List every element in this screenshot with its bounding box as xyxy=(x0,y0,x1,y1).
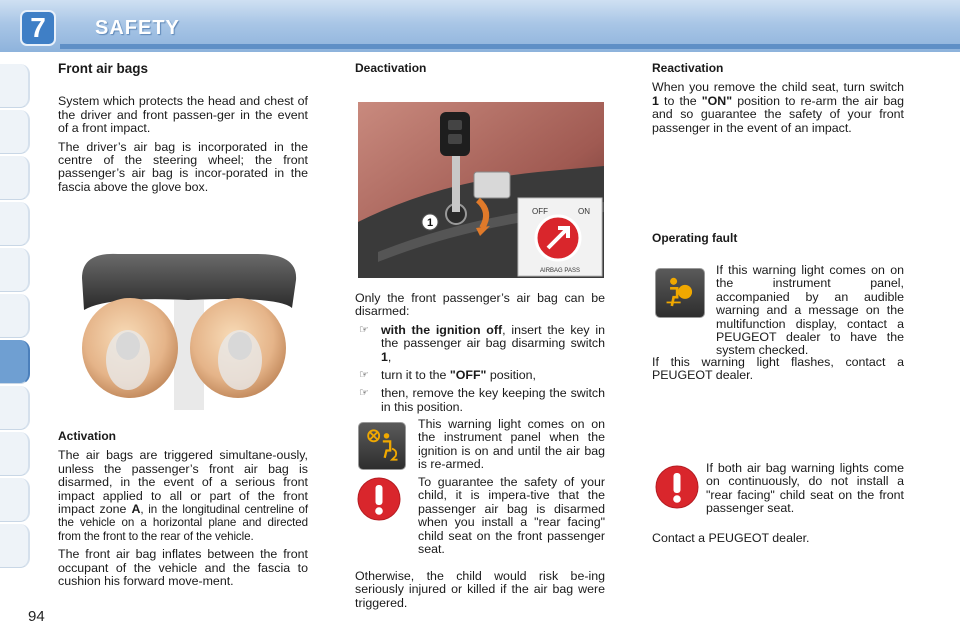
operating-fault-text: If this warning light comes on on the instrument panel, accompanied by an audible warning and a message on the multifunction display, contact a PEUGEOT dealer to have the system checked. xyxy=(716,263,904,358)
pointing-hand-icon: ☞ xyxy=(359,369,369,382)
switch-on-label: ON xyxy=(578,207,590,216)
flashing-light-text: If this warning light flashes, contact a PEUGEOT dealer. xyxy=(652,355,904,383)
step-text: , xyxy=(387,349,392,364)
airbag-fault-warning-light-icon xyxy=(655,268,705,318)
section-title-reactivation: Reactivation xyxy=(652,61,724,75)
reactivation-text: When you remove the child seat, turn switch xyxy=(652,80,904,95)
step-text: turn it to the xyxy=(381,368,450,383)
chapter-tab[interactable] xyxy=(0,64,30,108)
activation-paragraph: The front air bag inflates between the front occupant of the vehicle and the fascia to cushion his forward move-ment. xyxy=(58,547,308,589)
step-emphasis: with the ignition off xyxy=(381,322,503,337)
intro-paragraph: The driver’s air bag is incorporated in the centre of the steering wheel; the front passenger’s air bag is incor-porated in the fascia above the glove box. xyxy=(58,139,308,194)
child-safety-note xyxy=(418,476,605,561)
step-text: then, remove the key keeping the switch in this position. xyxy=(381,386,605,414)
step-text: position, xyxy=(486,368,536,383)
switch-number: 1 xyxy=(381,349,388,364)
chapter-tab[interactable] xyxy=(0,156,30,200)
list-item xyxy=(355,369,605,382)
switch-label: 1 xyxy=(426,217,434,229)
chapter-tab-active[interactable] xyxy=(0,340,30,384)
page-title: SAFETY xyxy=(95,17,180,39)
list-item xyxy=(355,324,605,364)
flashing-light-note xyxy=(652,356,904,388)
contact-dealer-text: Contact a PEUGEOT dealer. xyxy=(652,531,810,545)
reactivation-paragraph xyxy=(652,81,904,135)
exclamation-warning-icon xyxy=(356,476,402,522)
step-text: , insert the key in the passenger air bag disarming switch xyxy=(381,322,605,351)
deactivation-section xyxy=(355,292,605,419)
warning-light-text: This warning light comes on on the instrument panel when the ignition is on and until the air bag is re-armed. xyxy=(418,417,605,472)
operating-fault-title-block xyxy=(652,232,904,251)
section-title-deactivation: Deactivation xyxy=(355,61,427,75)
chapter-badge: 7 xyxy=(20,10,56,46)
header-stripe xyxy=(60,44,960,49)
section-title-front-air-bags: Front air bags xyxy=(58,61,149,76)
airbag-off-warning-light-icon xyxy=(358,422,406,470)
child-safety-text: To guarantee the safety of your child, it is impera-tive that the passenger air bag is disarmed when you install a "rear facing" child seat on the front passenger seat. xyxy=(418,475,605,557)
operating-fault-note xyxy=(716,264,904,358)
exclamation-warning-icon xyxy=(654,464,700,510)
otherwise-note xyxy=(355,570,605,615)
deactivation-steps xyxy=(355,324,605,414)
reactivation-text: position to re-arm the air bag and so guarantee the safety of your front passenger in the event of an impact. xyxy=(652,93,904,135)
airbag-pass-label: AIRBAG PASS xyxy=(540,268,580,274)
chapter-tab[interactable] xyxy=(0,478,30,522)
airbags-illustration xyxy=(78,248,300,413)
section-title-activation: Activation xyxy=(58,429,117,443)
chapter-tab[interactable] xyxy=(0,524,30,568)
reactivation-section xyxy=(652,62,904,140)
deactivation-intro: Only the front passenger’s air bag can be disarmed: xyxy=(355,291,605,319)
page-number: 94 xyxy=(28,608,45,625)
chapter-tab[interactable] xyxy=(0,248,30,292)
both-lights-text: If both air bag warning lights come on continuously, do not install a "rear facing" child seat on the front passenger seat. xyxy=(706,461,904,516)
activation-text: The air bags are triggered simultane-ously, unless the passenger’s front air bag is disarmed, in the event of a serious front impact applied to all or part of the front impact zone xyxy=(58,448,308,517)
activation-paragraph xyxy=(58,449,308,543)
step-emphasis: "OFF" xyxy=(449,368,487,383)
disarm-switch-illustration xyxy=(358,102,604,278)
pointing-hand-icon: ☞ xyxy=(359,387,369,400)
intro-paragraph: System which protects the head and chest of the driver and front passen-ger in the event of a front impact. xyxy=(58,94,308,136)
both-lights-note xyxy=(706,462,904,521)
reactivation-text: to the xyxy=(658,93,702,108)
switch-number: 1 xyxy=(652,93,659,108)
chapter-tab[interactable] xyxy=(0,202,30,246)
impact-zone-label: A xyxy=(131,502,141,517)
left-column xyxy=(58,62,308,199)
activation-section xyxy=(58,430,308,593)
otherwise-text: Otherwise, the child would risk be-ing seriously injured or killed if the air bag were triggered. xyxy=(355,569,605,610)
on-position-label: "ON" xyxy=(701,93,733,108)
chapter-tab[interactable] xyxy=(0,432,30,476)
warning-light-note xyxy=(418,418,605,477)
activation-text-continued: , in the longitudinal centreline of the vehicle on a horizontal plane and directed from the front to the rear of the vehicle. xyxy=(58,503,309,543)
chapter-tab[interactable] xyxy=(0,110,30,154)
contact-note xyxy=(652,532,904,550)
chapter-tab[interactable] xyxy=(0,294,30,338)
section-title-operating-fault: Operating fault xyxy=(652,231,738,245)
pointing-hand-icon: ☞ xyxy=(359,323,369,336)
deactivation-title-block xyxy=(355,62,605,81)
switch-off-label: OFF xyxy=(532,207,548,216)
list-item xyxy=(355,387,605,414)
chapter-tabs xyxy=(0,64,32,574)
chapter-tab[interactable] xyxy=(0,386,30,430)
